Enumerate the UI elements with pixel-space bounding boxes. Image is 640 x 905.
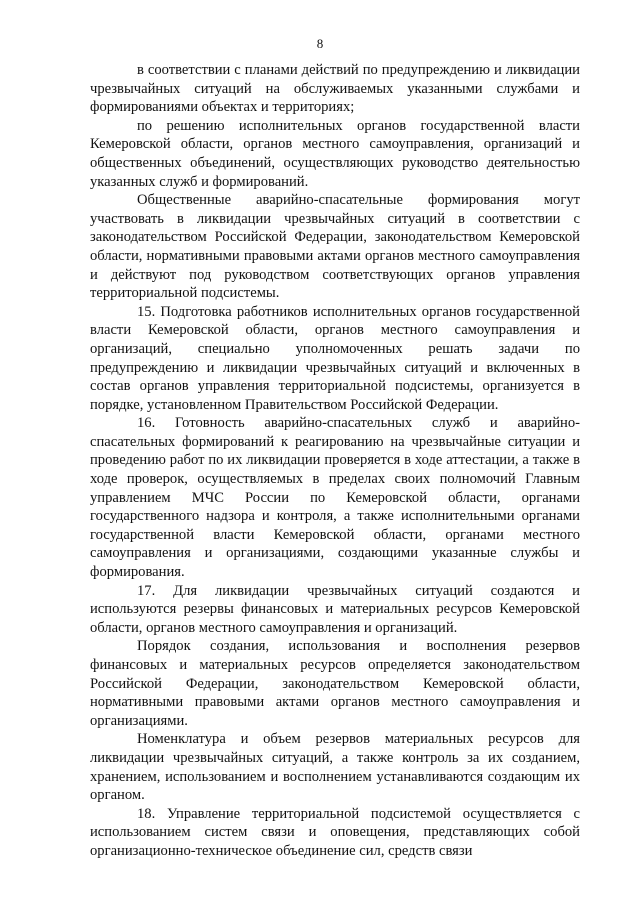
page-number: 8: [316, 36, 324, 51]
paragraph-reserve-procedure: Порядок создания, использования и восполнения резервов финансовых и материальных ресурсов определяется законодательством Российской Федерации, законодательством Кемеровской области, нормативными правовыми актами органов местного самоуправления и организациями.: [90, 638, 580, 729]
paragraph-16-readiness: 16. Готовность аварийно-спасательных служб и аварийно-спасательных формирований к реагированию на чрезвычайные ситуации и проведению работ по их ликвидации проверяется в ходе аттестации, а также в ходе проверок, осуществляемых в пределах своих полномочий Главным управлением МЧС России по Кемеровской области, органами государственного надзора и контроля, а также исполнительными органами государственной власти Кемеровской области, органами местного самоуправления и организациями, создающими указанные службы и формирования.: [90, 415, 580, 581]
paragraph-reserve-nomenclature: Номенклатура и объем резервов материальных ресурсов для ликвидации чрезвычайных ситуаций, а также контроль за их созданием, хранением, использованием и восполнением устанавливаются создающим их органом.: [90, 731, 580, 804]
document-body: [90, 61, 580, 861]
paragraph-18-management: 18. Управление территориальной подсистемой осуществляется с использованием систем связи и оповещения, представляющих собой организационно-техническое объединение сил, средств связи: [90, 805, 580, 859]
paragraph-public-rescue-units: Общественные аварийно-спасательные формирования могут участвовать в ликвидации чрезвычайных ситуаций в соответствии с законодательством Российской Федерации, законодательством Кемеровской области, нормативными правовыми актами органов местного самоуправления и действуют под руководством соответствующих органов управления территориальной подсистемы.: [90, 192, 580, 302]
paragraph-17-reserves: 17. Для ликвидации чрезвычайных ситуаций создаются и используются резервы финансовых и материальных ресурсов Кемеровской области, органов местного самоуправления и организаций.: [90, 582, 580, 636]
paragraph-executive-decision: по решению исполнительных органов государственной власти Кемеровской области, органов местного самоуправления, организаций и общественных объединений, осуществляющих руководство деятельностью указанных служб и формирований.: [90, 117, 580, 190]
paragraph-service-plans: в соответствии с планами действий по предупреждению и ликвидации чрезвычайных ситуаций на обслуживаемых указанными службами и формированиями объектах и территориях;: [90, 62, 580, 116]
paragraph-15-training: 15. Подготовка работников исполнительных органов государственной власти Кемеровской области, органов местного самоуправления и организаций, специально уполномоченных решать задачи по предупреждению и ликвидации чрезвычайных ситуаций и включенных в состав органов управления территориальной подсистемы, организуется в порядке, установленном Правительством Российской Федерации.: [90, 303, 580, 413]
